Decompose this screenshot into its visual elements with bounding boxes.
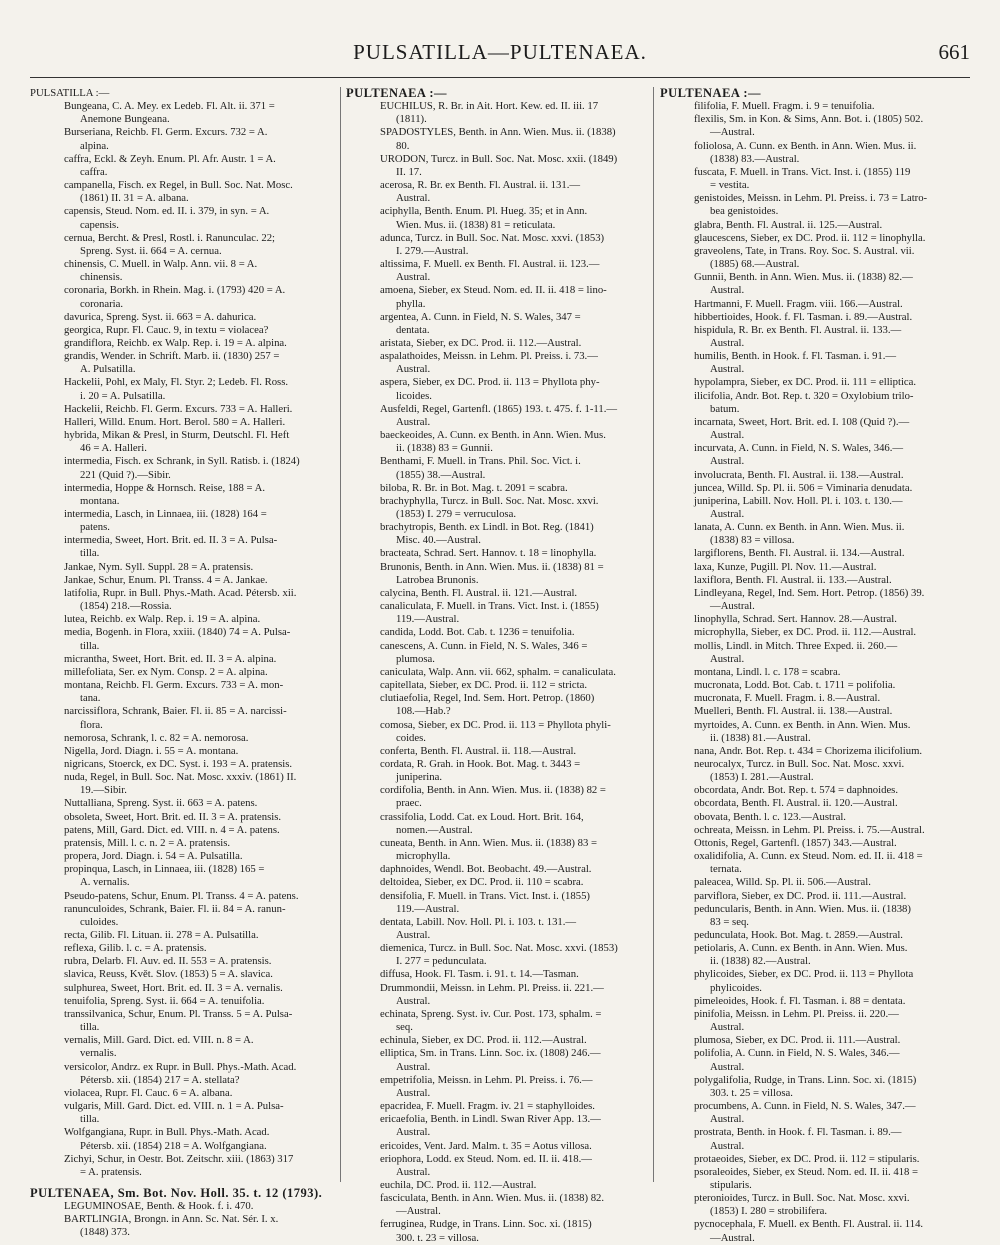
entry-continuation: stipularis. xyxy=(710,1178,752,1191)
entry-line: obcordata, Andr. Bot. Rep. t. 574 = daphnoides. xyxy=(694,784,899,797)
entry-line: largiflorens, Benth. Fl. Austral. ii. 134.—Austral. xyxy=(694,547,905,560)
entry-line: hispidula, R. Br. ex Benth. Fl. Austral. ii. 133.— xyxy=(694,323,902,336)
entry-line: campanella, Fisch. ex Regel, in Bull. Soc. Nat. Mosc. xyxy=(64,179,293,192)
entry-continuation: 300. t. 23 = villosa. xyxy=(396,1231,479,1244)
entry-line: coronaria, Borkh. in Rhein. Mag. i. (1793) 420 = A. xyxy=(64,284,286,297)
entry-line: nuda, Regel, in Bull. Soc. Nat. Mosc. xxxiv. (1861) II. xyxy=(64,771,297,784)
entry-continuation: Austral. xyxy=(710,429,745,442)
entry-line: paleacea, Willd. Sp. Pl. ii. 506.—Austral. xyxy=(694,876,871,889)
entry-line: brachyphylla, Turcz. in Bull. Soc. Nat. Mosc. xxvi. xyxy=(380,494,599,507)
entry-line: deltoidea, Sieber, ex DC. Prod. ii. 110 = scabra. xyxy=(380,876,584,889)
entry-continuation: tana. xyxy=(80,692,101,705)
entry-line: recta, Gilib. Fl. Lituan. ii. 278 = A. Pulsatilla. xyxy=(64,929,259,941)
entry-continuation: phylicoides. xyxy=(710,981,762,994)
entry-line: hypolampra, Sieber, ex DC. Prod. ii. 111 = elliptica. xyxy=(694,376,917,389)
entry-line: candida, Lodd. Bot. Cab. t. 1236 = tenuifolia. xyxy=(380,626,575,639)
column-right xyxy=(660,87,968,1245)
entry-line: intermedia, Sweet, Hort. Brit. ed. II. 3 = A. Pulsa- xyxy=(64,534,278,547)
entry-continuation: Austral. xyxy=(396,1086,431,1099)
entry-line: involucrata, Benth. Fl. Austral. ii. 138.—Austral. xyxy=(694,468,904,481)
entry-line: LEGUMINOSAE, Benth. & Hook. f. i. 470. xyxy=(64,1200,254,1213)
entry-continuation: Austral. xyxy=(396,994,431,1007)
entry-line: Hackelii, Reichb. Fl. Germ. Excurs. 733 = A. Halleri. xyxy=(64,402,293,415)
entry-line: Bungeana, C. A. Mey. ex Ledeb. Fl. Alt. ii. 371 = xyxy=(64,100,275,113)
entry-continuation: (1848) 373. xyxy=(80,1226,130,1239)
entry-line: incarnata, Sweet, Hort. Brit. ed. I. 108 (Quid ?).— xyxy=(694,415,910,428)
entry-continuation: ii. (1838) 82.—Austral. xyxy=(710,955,811,968)
entry-continuation: Austral. xyxy=(710,652,745,665)
entry-line: daphnoides, Wendl. Bot. Beobacht. 49.—Austral. xyxy=(380,863,592,876)
entry-line: URODON, Turcz. in Bull. Soc. Nat. Mosc. xxii. (1849) xyxy=(380,152,618,165)
entry-continuation: Pétersb. xii. (1854) 217 = A. stellata? xyxy=(80,1073,240,1086)
entry-line: ericoides, Vent. Jard. Malm. t. 35 = Aotus villosa. xyxy=(380,1139,592,1152)
entry-line: echinata, Spreng. Syst. iv. Cur. Post. 173, sphalm. = xyxy=(380,1007,602,1020)
entry-continuation: flora. xyxy=(80,718,103,731)
running-title: PULSATILLA—PULTENAEA. xyxy=(353,40,647,64)
entry-continuation: tilla. xyxy=(80,1113,100,1126)
entry-continuation: Misc. 40.—Austral. xyxy=(396,534,481,547)
entry-line: patens, Mill, Gard. Dict. ed. VIII. n. 4 = A. patens. xyxy=(64,823,280,836)
entry-line: tenuifolia, Spreng. Syst. ii. 664 = A. tenuifolia. xyxy=(64,994,265,1007)
entry-line: prostrata, Benth. in Hook. f. Fl. Tasman. i. 89.— xyxy=(694,1126,902,1139)
entry-line: dentata, Labill. Nov. Holl. Pl. i. 103. t. 131.— xyxy=(380,915,577,928)
entry-line: Zichyi, Schur, in Oestr. Bot. Zeitschr. xiii. (1863) 317 xyxy=(64,1152,294,1165)
entry-continuation: I. 277 = pedunculata. xyxy=(396,955,487,968)
entry-line: grandis, Wender. in Schrift. Marb. ii. (1830) 257 = xyxy=(64,350,280,363)
entry-line: propera, Jord. Diagn. i. 54 = A. Pulsatilla. xyxy=(64,850,243,863)
entry-line: mucronata, Lodd. Bot. Cab. t. 1711 = polifolia. xyxy=(694,679,896,692)
entry-line: amoena, Sieber, ex Steud. Nom. ed. II. ii. 418 = lino- xyxy=(380,284,607,297)
entry-continuation: A. Pulsatilla. xyxy=(80,363,136,376)
spacer xyxy=(30,1179,338,1187)
entry-line: sulphurea, Sweet, Hort. Brit. ed. II. 3 = A. vernalis. xyxy=(64,981,283,994)
entry-line: pinifolia, Meissn. in Lehm. Pl. Preiss. ii. 220.— xyxy=(694,1007,899,1020)
entry-continuation: (1838) 83 = villosa. xyxy=(710,534,795,547)
entry-line: eriophora, Lodd. ex Steud. Nom. ed. II. ii. 418.— xyxy=(380,1152,592,1165)
entry-line: fuscata, F. Muell. in Trans. Vict. Inst. i. (1855) 119 xyxy=(694,165,911,178)
entry-line: intermedia, Lasch, in Linnaea, iii. (1828) 164 = xyxy=(64,508,267,520)
entry-line: echinula, Sieber, ex DC. Prod. ii. 112.—Austral. xyxy=(380,1034,587,1047)
entry-line: Hartmanni, F. Muell. Fragm. viii. 166.—Austral. xyxy=(694,297,903,310)
entry-continuation: Austral. xyxy=(710,1021,745,1034)
entry-line: cuneata, Benth. in Ann. Wien. Mus. ii. (1838) 83 = xyxy=(380,836,598,849)
entry-line: bracteata, Schrad. Sert. Hannov. t. 18 = linophylla. xyxy=(380,547,597,560)
entry-line: ericaefolia, Benth. in Lindl. Swan River App. 13.— xyxy=(380,1113,601,1126)
entry-continuation: Latrobea Brunonis. xyxy=(396,573,479,586)
entry-continuation: i. 20 = A. Pulsatilla. xyxy=(80,389,166,402)
entry-continuation: licoides. xyxy=(396,389,432,402)
entry-line: Ottonis, Regel, Gartenfl. (1857) 343.—Austral. xyxy=(694,836,897,849)
entry-line: violacea, Rupr. Fl. Cauc. 6 = A. albana. xyxy=(64,1086,233,1099)
entry-line: caffra, Eckl. & Zeyh. Enum. Pl. Afr. Austr. 1 = A. xyxy=(64,152,276,165)
entry-line: aspera, Sieber, ex DC. Prod. ii. 113 = Phyllota phy- xyxy=(380,376,600,389)
entry-continuation: (1853) I. 281.—Austral. xyxy=(710,771,814,784)
entry-line: polifolia, A. Cunn. in Field, N. S. Wales, 346.— xyxy=(694,1047,900,1060)
entry-line: canescens, A. Cunn. in Field, N. S. Wales, 346 = xyxy=(380,639,588,652)
entry-continuation: Austral. xyxy=(396,192,431,205)
entry-continuation: praec. xyxy=(396,797,422,810)
entry-line: diemenica, Turcz. in Bull. Soc. Nat. Mosc. xxvi. (1853) xyxy=(380,942,618,955)
entry-line: plumosa, Sieber, ex DC. Prod. ii. 111.—Austral. xyxy=(694,1034,901,1047)
entry-continuation: 303. t. 25 = villosa. xyxy=(710,1086,793,1099)
column-middle xyxy=(346,87,654,1245)
entry-line: pteronioides, Turcz. in Bull. Soc. Nat. Mosc. xxvi. xyxy=(694,1192,910,1205)
entry-continuation: Wien. Mus. ii. (1838) 81 = reticulata. xyxy=(396,218,556,231)
entry-line: laxa, Kunze, Pugill. Pl. Nov. 11.—Austral. xyxy=(694,560,877,573)
entry-line: altissima, F. Muell. ex Benth. Fl. Austral. ii. 123.— xyxy=(380,258,600,271)
entry-continuation: tilla. xyxy=(80,639,100,652)
entry-continuation: (1811). xyxy=(396,113,427,126)
column-genus-heading: PULSATILLA :— xyxy=(30,87,110,99)
entry-line: epacridea, F. Muell. Fragm. iv. 21 = staphylloides. xyxy=(380,1100,595,1113)
entry-line: densifolia, F. Muell. in Trans. Vict. Inst. i. (1855) xyxy=(380,889,590,902)
entry-line: crassifolia, Lodd. Cat. ex Loud. Hort. Brit. 164, xyxy=(380,810,584,823)
entry-line: petiolaris, A. Cunn. ex Benth. in Ann. Wien. Mus. xyxy=(694,942,908,955)
entry-line: genistoides, Meissn. in Lehm. Pl. Preiss. i. 73 = Latro- xyxy=(694,192,928,205)
entry-continuation: capensis. xyxy=(80,218,119,231)
entry-line: obcordata, Benth. Fl. Austral. ii. 120.—Austral. xyxy=(694,797,898,810)
entry-continuation: II. 17. xyxy=(396,165,422,178)
entry-continuation: Austral. xyxy=(710,1113,745,1126)
entry-line: intermedia, Hoppe & Hornsch. Reise, 188 = A. xyxy=(64,481,266,494)
entry-line: Ausfeldi, Regel, Gartenfl. (1865) 193. t. 475. f. 1-11.— xyxy=(380,402,618,415)
entry-continuation: plumosa. xyxy=(396,652,435,665)
entry-line: nana, Andr. Bot. Rep. t. 434 = Chorizema ilicifolium. xyxy=(694,744,923,757)
entry-continuation: Austral. xyxy=(710,1139,745,1152)
entry-line: diffusa, Hook. Fl. Tasm. i. 91. t. 14.—Tasman. xyxy=(380,968,579,981)
entry-line: oxalidifolia, A. Cunn. ex Steud. Nom. ed. II. ii. 418 = xyxy=(694,850,923,863)
entry-line: EUCHILUS, R. Br. in Ait. Hort. Kew. ed. II. iii. 17 xyxy=(380,100,599,113)
entry-line: media, Bogenh. in Flora, xxiii. (1840) 74 = A. Pulsa- xyxy=(64,626,291,639)
entry-line: flexilis, Sm. in Kon. & Sims, Ann. Bot. i. (1805) 502. xyxy=(694,113,924,126)
entry-line: reflexa, Gilib. l. c. = A. pratensis. xyxy=(64,942,207,955)
entry-line: filifolia, F. Muell. Fragm. i. 9 = tenuifolia. xyxy=(694,100,875,113)
entry-continuation: Anemone Bungeana. xyxy=(80,113,170,126)
entry-continuation: montana. xyxy=(80,494,120,507)
entry-continuation: vernalis. xyxy=(80,1047,117,1060)
entry-continuation: —Austral. xyxy=(710,1231,755,1244)
entry-continuation: dentata. xyxy=(396,323,430,336)
entry-line: peduncularis, Benth. in Ann. Wien. Mus. ii. (1838) xyxy=(694,902,911,915)
entry-continuation: (1861) II. 31 = A. albana. xyxy=(80,192,189,205)
entry-line: Jankae, Schur, Enum. Pl. Transs. 4 = A. Jankae. xyxy=(64,573,268,586)
entry-line: hybrida, Mikan & Presl, in Sturm, Deutschl. Fl. Heft xyxy=(64,429,290,442)
entry-line: lanata, A. Cunn. ex Benth. in Ann. Wien. Mus. ii. xyxy=(694,521,905,534)
entry-line: Hackelii, Pohl, ex Maly, Fl. Styr. 2; Ledeb. Fl. Ross. xyxy=(64,376,289,389)
entry-continuation: I. 279.—Austral. xyxy=(396,244,469,257)
entry-continuation: Austral. xyxy=(710,336,745,349)
entry-line: slavica, Reuss, Květ. Slov. (1853) 5 = A. slavica. xyxy=(64,968,273,981)
entry-continuation: ii. (1838) 81.—Austral. xyxy=(710,731,811,744)
entry-continuation: (1853) I. 279 = verruculosa. xyxy=(396,508,516,520)
entry-line: myrtoides, A. Cunn. ex Benth. in Ann. Wien. Mus. xyxy=(694,718,911,731)
entry-line: glabra, Benth. Fl. Austral. ii. 125.—Austral. xyxy=(694,218,883,231)
entry-continuation: (1853) I. 280 = strobilifera. xyxy=(710,1205,828,1218)
entry-line: Muelleri, Benth. Fl. Austral. ii. 138.—Austral. xyxy=(694,705,893,718)
entry-continuation: juniperina. xyxy=(396,771,443,784)
entry-line: fasciculata, Benth. in Ann. Wien. Mus. ii. (1838) 82. xyxy=(380,1192,605,1205)
entry-continuation: (1885) 68.—Austral. xyxy=(710,258,800,271)
entry-continuation: 83 = seq. xyxy=(710,915,749,928)
entry-line: vulgaris, Mill. Gard. Dict. ed. VIII. n. 1 = A. Pulsa- xyxy=(64,1100,284,1113)
entry-continuation: Austral. xyxy=(396,363,431,376)
entry-line: hibbertioides, Hook. f. Fl. Tasman. i. 89.—Austral. xyxy=(694,310,913,323)
entry-continuation: tilla. xyxy=(80,547,100,560)
entry-line: microphylla, Sieber, ex DC. Prod. ii. 112.—Austral. xyxy=(694,626,917,639)
entry-line: montana, Reichb. Fl. Germ. Excurs. 733 = A. mon- xyxy=(64,679,284,692)
entry-continuation: 108.—Hab.? xyxy=(396,705,451,718)
entry-line: vernalis, Mill. Gard. Dict. ed. VIII. n. 8 = A. xyxy=(64,1034,254,1047)
entry-continuation: chinensis. xyxy=(80,271,123,284)
entry-continuation: A. vernalis. xyxy=(80,876,130,889)
entry-continuation: —Austral. xyxy=(396,1205,441,1218)
entry-line: Drummondii, Meissn. in Lehm. Pl. Preiss. ii. 221.— xyxy=(380,981,604,994)
page-header xyxy=(30,40,970,80)
entry-line: obovata, Benth. l. c. 123.—Austral. xyxy=(694,810,846,823)
entry-line: propinqua, Lasch, in Linnaea, iii. (1828) 165 = xyxy=(64,863,265,876)
entry-continuation: Austral. xyxy=(710,455,745,468)
entry-line: Pseudo-patens, Schur, Enum. Pl. Transs. 4 = A. patens. xyxy=(64,889,299,902)
entry-line: ranunculoides, Schrank, Baier. Fl. ii. 84 = A. ranun- xyxy=(64,902,286,915)
entry-line: Nigella, Jord. Diagn. i. 55 = A. montana. xyxy=(64,744,239,757)
entry-continuation: Austral. xyxy=(710,508,745,520)
entry-line: Benthami, F. Muell. in Trans. Phil. Soc. Vict. i. xyxy=(380,455,581,468)
column-divider xyxy=(653,87,654,1182)
entry-continuation: batum. xyxy=(710,402,740,415)
column-left xyxy=(30,87,338,1240)
entry-line: ilicifolia, Andr. Bot. Rep. t. 320 = Oxylobium trilo- xyxy=(694,389,914,402)
entry-continuation: ternata. xyxy=(710,863,742,876)
entry-line: conferta, Benth. Fl. Austral. ii. 118.—Austral. xyxy=(380,744,577,757)
entry-line: aciphylla, Benth. Enum. Pl. Hueg. 35; et in Ann. xyxy=(380,205,588,218)
entry-line: adunca, Turcz. in Bull. Soc. Nat. Mosc. xxvi. (1853) xyxy=(380,231,605,244)
column-genus-heading: PULTENAEA :— xyxy=(660,87,762,100)
entry-continuation: —Austral. xyxy=(710,126,755,139)
entry-continuation: coronaria. xyxy=(80,297,124,310)
entry-continuation: (1855) 38.—Austral. xyxy=(396,468,486,481)
entry-line: biloba, R. Br. in Bot. Mag. t. 2091 = scabra. xyxy=(380,481,568,494)
entry-line: baeckeoides, A. Cunn. ex Benth. in Ann. Wien. Mus. xyxy=(380,429,606,442)
entry-line: foliolosa, A. Cunn. ex Benth. in Ann. Wien. Mus. ii. xyxy=(694,139,917,152)
entry-line: capensis, Steud. Nom. ed. II. i. 379, in syn. = A. xyxy=(64,205,270,218)
entry-line: micrantha, Sweet, Hort. Brit. ed. II. 3 = A. alpina. xyxy=(64,652,277,665)
entry-continuation: ii. (1838) 83 = Gunnii. xyxy=(396,442,493,455)
entry-line: grandiflora, Reichb. ex Walp. Rep. i. 19 = A. alpina. xyxy=(64,336,287,349)
entry-line: nigricans, Stoerck, ex DC. Syst. i. 193 = A. pratensis. xyxy=(64,757,293,770)
entry-line: caniculata, Walp. Ann. vii. 662, sphalm. = canaliculata. xyxy=(380,665,616,678)
entry-continuation: Austral. xyxy=(396,1126,431,1139)
entry-line: nemorosa, Schrank, l. c. 82 = A. nemorosa. xyxy=(64,731,249,744)
entry-line: juniperina, Labill. Nov. Holl. Pl. i. 103. t. 130.— xyxy=(694,494,903,507)
entry-line: millefoliata, Ser. ex Nym. Consp. 2 = A. alpina. xyxy=(64,665,268,678)
entry-line: Brunonis, Benth. in Ann. Wien. Mus. ii. (1838) 81 = xyxy=(380,560,604,573)
entry-line: mollis, Lindl. in Mitch. Three Exped. ii. 260.— xyxy=(694,639,898,652)
entry-line: empetrifolia, Meissn. in Lehm. Pl. Preiss. i. 76.— xyxy=(380,1073,593,1086)
entry-continuation: bea genistoides. xyxy=(710,205,779,218)
entry-line: psoraleoides, Sieber, ex Steud. Nom. ed. II. ii. 418 = xyxy=(694,1165,919,1178)
entry-line: linophylla, Schrad. Sert. Hannov. 28.—Austral. xyxy=(694,613,897,626)
entry-continuation: = vestita. xyxy=(710,179,750,192)
header-rule xyxy=(30,77,970,78)
column-genus-heading: PULTENAEA :— xyxy=(346,87,448,100)
entry-line: acerosa, R. Br. ex Benth. Fl. Austral. ii. 131.— xyxy=(380,179,581,192)
entry-line: aspalathoides, Meissn. in Lehm. Pl. Preiss. i. 73.— xyxy=(380,350,598,363)
entry-continuation: nomen.—Austral. xyxy=(396,823,473,836)
entry-line: brachytropis, Benth. ex Lindl. in Bot. Reg. (1841) xyxy=(380,521,594,534)
entry-line: pratensis, Mill. l. c. n. 2 = A. pratensis. xyxy=(64,836,231,849)
entry-line: cordata, R. Grah. in Hook. Bot. Mag. t. 3443 = xyxy=(380,757,581,770)
entry-continuation: 19.—Sibir. xyxy=(80,784,127,797)
entry-line: cernua, Bercht. & Presl, Rostl. i. Ranunculac. 22; xyxy=(64,231,276,244)
entry-line: transsilvanica, Schur, Enum. Pl. Transs. 5 = A. Pulsa- xyxy=(64,1007,293,1020)
entry-line: pimeleoides, Hook. f. Fl. Tasman. i. 88 = dentata. xyxy=(694,994,906,1007)
entry-continuation: (1838) 83.—Austral. xyxy=(710,152,800,165)
entry-line: versicolor, Andrz. ex Rupr. in Bull. Phys.-Math. Acad. xyxy=(64,1060,297,1073)
entry-line: capitellata, Sieber, ex DC. Prod. ii. 112 = stricta. xyxy=(380,679,588,692)
entry-line: neurocalyx, Turcz. in Bull. Soc. Nat. Mosc. xxvi. xyxy=(694,757,905,770)
entry-line: rubra, Delarb. Fl. Auv. ed. II. 553 = A. pratensis. xyxy=(64,955,272,968)
entry-line: canaliculata, F. Muell. in Trans. Vict. Inst. i. (1855) xyxy=(380,600,599,613)
entry-line: cordifolia, Benth. in Ann. Wien. Mus. ii. (1838) 82 = xyxy=(380,784,606,797)
entry-line: elliptica, Sm. in Trans. Linn. Soc. ix. (1808) 246.— xyxy=(380,1047,601,1060)
entry-continuation: Austral. xyxy=(710,1060,745,1073)
entry-continuation: tilla. xyxy=(80,1021,100,1034)
page-number: 661 xyxy=(938,40,970,64)
entry-line: SPADOSTYLES, Benth. in Ann. Wien. Mus. ii. (1838) xyxy=(380,126,616,139)
entry-continuation: patens. xyxy=(80,521,110,534)
entry-line: mucronata, F. Muell. Fragm. i. 8.—Austral. xyxy=(694,692,881,705)
entry-line: clutiaefolia, Regel, Ind. Sem. Hort. Petrop. (1860) xyxy=(380,692,595,705)
entry-continuation: —Austral. xyxy=(710,600,755,613)
entry-line: obsoleta, Sweet, Hort. Brit. ed. II. 3 = A. pratensis. xyxy=(64,810,282,823)
entry-line: comosa, Sieber, ex DC. Prod. ii. 113 = Phyllota phyli- xyxy=(380,718,611,731)
entry-line: incurvata, A. Cunn. in Field, N. S. Wales, 346.— xyxy=(694,442,904,455)
entry-line: polygalifolia, Rudge, in Trans. Linn. Soc. xi. (1815) xyxy=(694,1073,917,1086)
entry-line: pycnocephala, F. Muell. ex Benth. Fl. Austral. ii. 114. xyxy=(694,1218,924,1231)
entry-continuation: Austral. xyxy=(396,415,431,428)
entry-line: BARTLINGIA, Brongn. in Ann. Sc. Nat. Sér. I. x. xyxy=(64,1213,279,1226)
entry-continuation: caffra. xyxy=(80,165,108,178)
entry-continuation: (1854) 218.—Rossia. xyxy=(80,600,172,613)
column-divider xyxy=(340,87,341,1182)
entry-line: aristata, Sieber, ex DC. Prod. ii. 112.—Austral. xyxy=(380,336,582,349)
entry-continuation: seq. xyxy=(396,1021,413,1034)
entry-continuation: coides. xyxy=(396,731,426,744)
entry-line: ferruginea, Rudge, in Trans. Linn. Soc. xi. (1815) xyxy=(380,1218,592,1231)
entry-continuation: Spreng. Syst. ii. 664 = A. cernua. xyxy=(80,244,222,257)
entry-continuation: Austral. xyxy=(396,1165,431,1178)
entry-line: procumbens, A. Cunn. in Field, N. S. Wales, 347.— xyxy=(694,1100,916,1113)
entry-line: laxiflora, Benth. Fl. Austral. ii. 133.—Austral. xyxy=(694,573,892,586)
entry-line: Jankae, Nym. Syll. Suppl. 28 = A. pratensis. xyxy=(64,560,254,573)
entry-continuation: Austral. xyxy=(396,271,431,284)
entry-line: montana, Lindl. l. c. 178 = scabra. xyxy=(694,665,841,678)
entry-continuation: microphylla. xyxy=(396,850,451,863)
entry-line: euchila, DC. Prod. ii. 112.—Austral. xyxy=(380,1178,537,1191)
entry-line: parviflora, Sieber, ex DC. Prod. ii. 111.—Austral. xyxy=(694,889,907,902)
entry-continuation: alpina. xyxy=(80,139,109,152)
entry-line: juncea, Willd. Sp. Pl. ii. 506 = Viminaria denudata. xyxy=(694,481,913,494)
entry-line: georgica, Rupr. Fl. Cauc. 9, in textu = violacea? xyxy=(64,323,269,336)
genus-heading: PULTENAEA, Sm. Bot. Nov. Holl. 35. t. 12 (1793). xyxy=(30,1186,323,1200)
entry-continuation: phylla. xyxy=(396,297,426,310)
entry-line: calycina, Benth. Fl. Austral. ii. 121.—Austral. xyxy=(380,586,578,599)
entry-continuation: 46 = A. Halleri. xyxy=(80,442,147,455)
entry-line: Nuttalliana, Spreng. Syst. ii. 663 = A. patens. xyxy=(64,797,258,810)
entry-line: glaucescens, Sieber, ex DC. Prod. ii. 112 = linophylla. xyxy=(694,231,926,244)
entry-continuation: Austral. xyxy=(396,1060,431,1073)
entry-continuation: Austral. xyxy=(710,363,745,376)
entry-line: intermedia, Fisch. ex Schrank, in Syll. Ratisb. i. (1824) xyxy=(64,455,300,468)
entry-continuation: Austral. xyxy=(710,284,745,297)
entry-line: Burseriana, Reichb. Fl. Germ. Excurs. 732 = A. xyxy=(64,126,268,139)
entry-line: lutea, Reichb. ex Walp. Rep. i. 19 = A. alpina. xyxy=(64,613,261,626)
entry-line: graveolens, Tate, in Trans. Roy. Soc. S. Austral. vii. xyxy=(694,244,915,257)
entry-line: Lindleyana, Regel, Ind. Sem. Hort. Petrop. (1856) 39. xyxy=(694,586,925,599)
entry-line: Wolfgangiana, Rupr. in Bull. Phys.-Math. Acad. xyxy=(64,1126,270,1139)
entry-continuation: Austral. xyxy=(396,929,431,941)
entry-line: narcissiflora, Schrank, Baier. Fl. ii. 85 = A. narcissi- xyxy=(64,705,287,718)
entry-continuation: culoides. xyxy=(80,915,119,928)
entry-continuation: 80. xyxy=(396,139,410,152)
entry-continuation: = A. pratensis. xyxy=(80,1165,142,1178)
entry-line: chinensis, C. Muell. in Walp. Ann. vii. 8 = A. xyxy=(64,258,258,271)
entry-line: ochreata, Meissn. in Lehm. Pl. Preiss. i. 75.—Austral. xyxy=(694,823,925,836)
entry-continuation: Pétersb. xii. (1854) 218 = A. Wolfgangiana. xyxy=(80,1139,267,1152)
entry-line: Halleri, Willd. Enum. Hort. Berol. 580 = A. Halleri. xyxy=(64,415,286,428)
entry-line: humilis, Benth. in Hook. f. Fl. Tasman. i. 91.— xyxy=(694,350,897,363)
entry-continuation: 119.—Austral. xyxy=(396,902,460,915)
entry-continuation: 221 (Quid ?).—Sibir. xyxy=(80,468,171,481)
entry-line: protaeoides, Sieber, ex DC. Prod. ii. 112 = stipularis. xyxy=(694,1152,920,1165)
entry-continuation: 119.—Austral. xyxy=(396,613,460,626)
entry-line: davurica, Spreng. Syst. ii. 663 = A. dahurica. xyxy=(64,310,257,323)
entry-line: latifolia, Rupr. in Bull. Phys.-Math. Acad. Pétersb. xii. xyxy=(64,586,297,599)
entry-line: phylicoides, Sieber, ex DC. Prod. ii. 113 = Phyllota xyxy=(694,968,914,981)
entry-line: pedunculata, Hook. Bot. Mag. t. 2859.—Austral. xyxy=(694,929,903,941)
entry-line: argentea, A. Cunn. in Field, N. S. Wales, 347 = xyxy=(380,310,581,323)
entry-line: Gunnii, Benth. in Ann. Wien. Mus. ii. (1838) 82.— xyxy=(694,271,913,284)
